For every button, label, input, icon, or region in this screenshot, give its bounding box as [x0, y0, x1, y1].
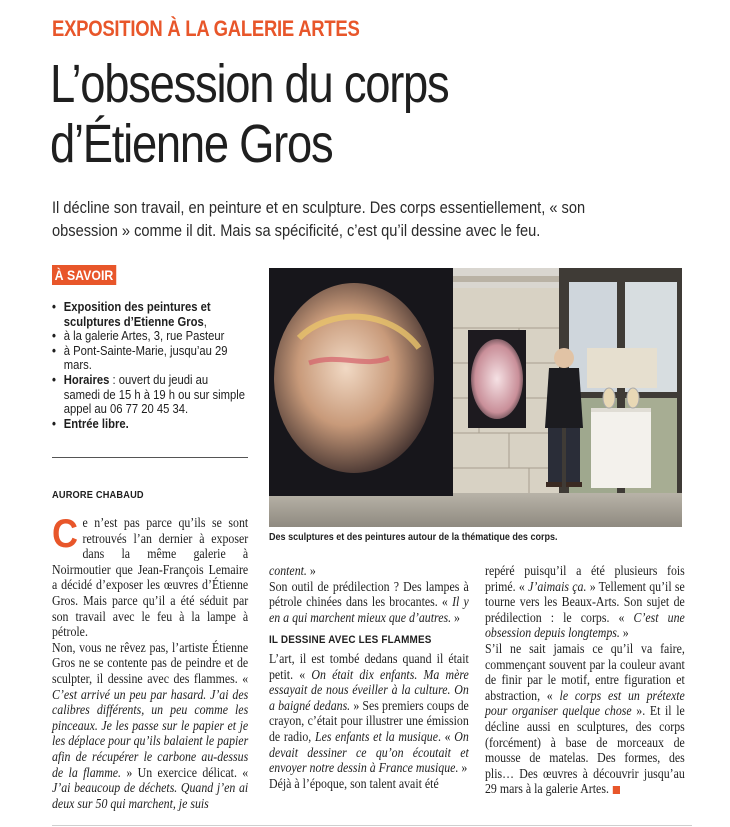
article-paragraph: Son outil de prédilection ? Des lampes à pétrole chinées dans les brocantes. « Il y en a qui marchent mieux que d’autres. » [269, 578, 469, 625]
article-paragraph: Déjà à l’époque, son talent avait été [269, 775, 439, 791]
a-savoir-item: • à la galerie Artes, 3, rue Pasteur [52, 329, 225, 344]
a-savoir-item: • Horaires : ouvert du jeudi au samedi de 15 h à 19 h ou sur simple appel au 06 77 20 45 34. [52, 372, 246, 417]
bullet-icon: • [52, 300, 56, 314]
standfirst: Il décline son travail, en peinture et en sculpture. Des corps essentiellement, « son obsession » comme il dit. Mais sa spécificité, c’est qu’il dessine avec le feu. [52, 198, 586, 240]
bottom-rule [52, 825, 692, 826]
bullet-icon: • [52, 372, 56, 387]
article-column-3 [485, 563, 685, 797]
a-savoir-list [52, 300, 246, 431]
bullet-icon: • [52, 416, 56, 431]
a-savoir-item: • Entrée libre. [52, 416, 129, 431]
headline [50, 54, 588, 174]
article-paragraph: repéré puisqu’il a été plusieurs fois primé. « J’aimais ça. » Tellement qu’il se tourne vers les Beaux-Arts. Son sujet de prédilection : le corps. « C’est une obsession depuis longtemps. » [485, 563, 685, 641]
a-savoir-tag: À SAVOIR [52, 265, 116, 285]
end-mark-icon [613, 786, 620, 794]
bullet-icon: • [52, 329, 56, 344]
article-column-1 [52, 512, 249, 811]
byline: AURORE CHABAUD [52, 489, 144, 501]
a-savoir-item: • à Pont-Sainte-Marie, jusqu’au 29 mars. [52, 343, 228, 373]
article-paragraph: content. » [269, 563, 316, 578]
drop-cap: C [52, 512, 79, 556]
article-paragraph: S’il ne sait jamais ce qu’il va faire, commençant souvent par la couleur avant de finir par le motif, entre figuration et abstraction, « le corps est un prétexte pour organiser quelque chose ». Et il le décline aussi en sculptures, des corps (forcément) à base de morceaux de mousse de matelas. Des formes, des plis… Des œuvres à découvrir jusqu’au 29 mars à la galerie Artes. [485, 640, 685, 797]
headline-line-1: L’obsession du corps [50, 54, 449, 114]
kicker: EXPOSITION À LA GALERIE ARTES [52, 16, 360, 41]
article-column-2 [269, 563, 469, 791]
headline-line-2: d’Étienne Gros [50, 114, 333, 174]
article-paragraph: Non, vous ne rêvez pas, l’artiste Étienne Gros ne se contente pas de peindre et de sculpter, il dessine avec des flammes. « C’est arrivé un peu par hasard. J’ai des calibres différents, un peu comme les pinceaux. Je les passe sur le papier et je les déplace pour qu’ils balaient le papier afin de récupérer le carbone au-dessus de la flamme. » Un exercice délicat. « J’ai beaucoup de déchets. Quand j’en ai deux sur 50 qui marchent, je suis [52, 639, 249, 811]
sidebar-divider [52, 457, 248, 458]
intertitle: IL DESSINE AVEC LES FLAMMES [269, 634, 432, 647]
article-paragraph: Ce n’est pas parce qu’ils se sont retrouvés l’an dernier à exposer dans la même galerie à Noirmoutier que Jean-François Lemaire a décidé d’exposer les œuvres d’Étienne Gros. Mais parce qu’il a été séduit par son travail avec le feu à la lampe à pétrole. [52, 512, 249, 640]
photo-caption: Des sculptures et des peintures autour de la thématique des corps. [269, 531, 558, 543]
bullet-icon: • [52, 343, 56, 358]
article-paragraph: L’art, il est tombé dedans quand il était petit. « On était dix enfants. Ma mère essayait de nous éveiller à la culture. On a baigné dedans. » Ses premiers coups de crayon, c’était pour illustrer une émission de radio, Les enfants et la musique. « On devait dessiner ce qu’on écoutait et envoyer notre dessin à France musique. » [269, 650, 469, 776]
gallery-photo-illustration [269, 268, 682, 527]
a-savoir-item: • Exposition des peintures et sculptures d’Etienne Gros, [52, 300, 211, 329]
gallery-photo [269, 268, 682, 527]
